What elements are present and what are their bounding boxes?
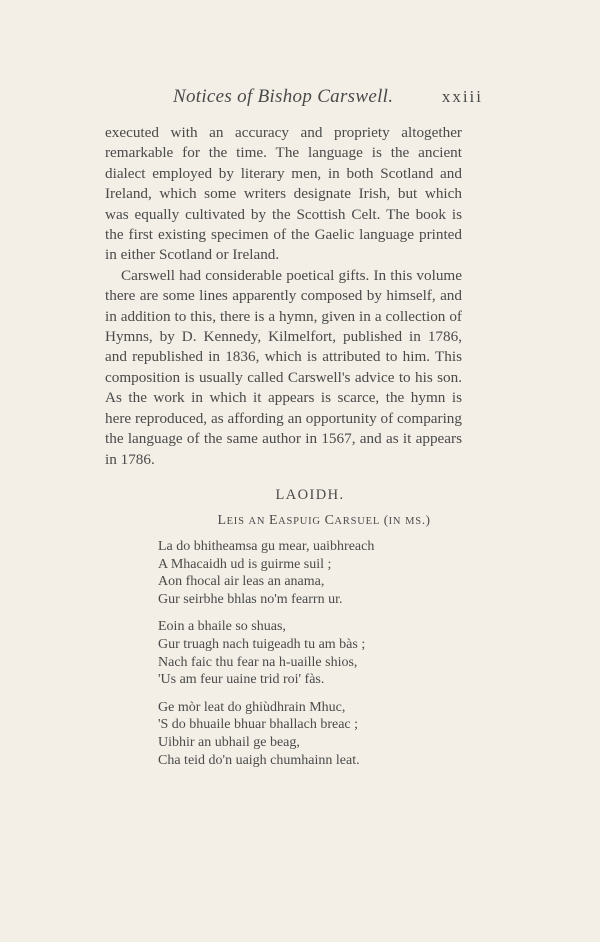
stanza xyxy=(158,618,458,688)
verse-line: Gur truagh nach tuigeadh tu am bàs ; xyxy=(158,636,366,652)
verse-line: Nach faic thu fear na h-uaille shios, xyxy=(158,654,358,670)
paragraph: executed with an accuracy and propriety altogether remarkable for the time. The language is the ancient dialect employed by literary men, in both Scotland and Ireland, which some writers designate Irish, but which was equally cultivated by the Scottish Celt. The book is the first existing specimen of the Gaelic language printed in either Scotland or Ireland. xyxy=(105,124,462,264)
page-number: xxiii xyxy=(441,87,483,106)
verse-line: 'S do bhuaile bhuar bhallach breac ; xyxy=(158,717,359,733)
body-text xyxy=(105,123,462,470)
paragraph: Carswell had considerable poetical gifts. In this volume there are some lines apparently composed by himself, and in addition to this, there is a hymn, given in a collection of Hymns, by D. Kennedy, Kilmelfort, published in 1786, and republished in 1836, which is attributed to him. This composition is usually called Carswell's advice to his son. As the work in which it appears is scarce, the hymn is here reproduced, as affording an opportunity of comparing the language of the same author in 1567, and as it appears in 1786. xyxy=(105,266,462,468)
verse-line: Cha teid do'n uaigh chumhainn leat. xyxy=(158,752,360,768)
verse-line: Eoin a bhaile so shuas, xyxy=(158,619,286,635)
poem xyxy=(158,538,458,779)
verse-line: 'Us am feur uaine trid roi' fàs. xyxy=(158,672,325,688)
running-title: Notices of Bishop Carswell. xyxy=(173,86,394,107)
running-head xyxy=(105,86,483,114)
verse-line: A Mhacaidh ud is guirme suil ; xyxy=(158,556,332,572)
verse-line: Aon fhocal air leas an anama, xyxy=(158,574,325,590)
stanza xyxy=(158,699,458,769)
verse-line: Gur seirbhe bhlas no'm fearrn ur. xyxy=(158,591,343,607)
poem-subtitle: LEIS AN EASPUIG CARSUEL (IN MS.) xyxy=(217,512,431,528)
verse-line: La do bhitheamsa gu mear, uaibhreach xyxy=(158,539,375,554)
stanza xyxy=(158,538,458,608)
poem-title: LAOIDH. xyxy=(275,487,345,503)
verse-line: Ge mòr leat do ghiùdhrain Mhuc, xyxy=(158,699,346,715)
verse-line: Uibhir an ubhail ge beag, xyxy=(158,734,300,750)
